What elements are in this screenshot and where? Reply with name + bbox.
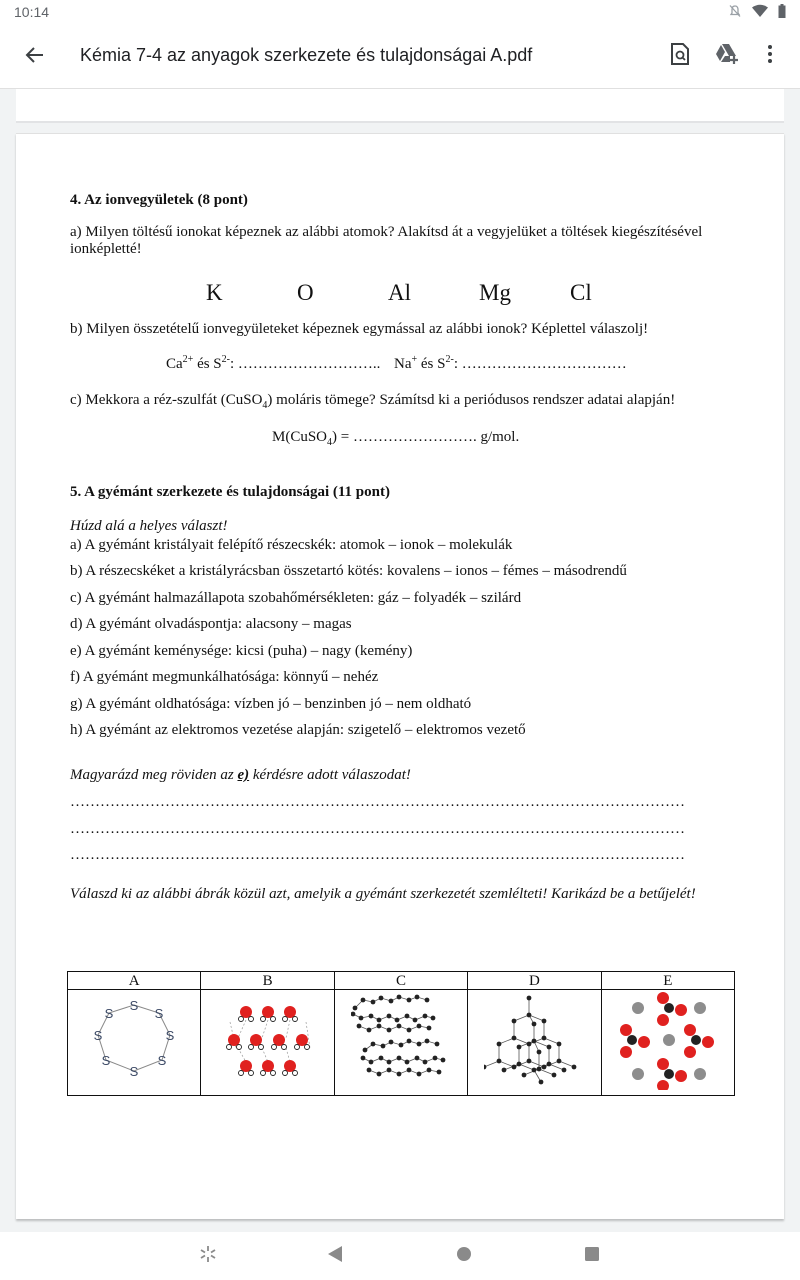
- question-4a-line1: a) Milyen töltésű ionokat képeznek az alábbi atomok? Alakítsd át a vegyjelüket a töltések kiegészítésével: [70, 224, 703, 240]
- pdf-viewer[interactable]: [0, 88, 800, 1232]
- question-5e: e) A gyémánt keménysége: kicsi (puha) – nagy (kemény): [70, 643, 413, 659]
- instruction-underline: Húzd alá a helyes választ!: [70, 518, 228, 534]
- more-options-button[interactable]: [756, 42, 784, 70]
- question-5h: h) A gyémánt az elektromos vezetése alapján: szigetelő – elektromos vezető: [70, 722, 526, 738]
- question-4b: b) Milyen összetételű ionvegyületeket képeznek egymással az alábbi ionok? Képlettel válaszolj!: [70, 321, 649, 337]
- arrow-back-icon: [25, 45, 45, 70]
- ion-pair-na-s: Na+ és $S^{2-}$: ……………………………: [394, 354, 627, 372]
- status-icons: [728, 4, 786, 23]
- element-Cl: Cl: [570, 280, 592, 305]
- figure-b-cell: [201, 990, 334, 1096]
- notifications-off-icon: [728, 4, 742, 23]
- answer-line-3[interactable]: ……………………………………………………………………………………………………………: [70, 847, 685, 863]
- element-O: O: [297, 280, 314, 305]
- molar-mass-formula: M(CuSO$_4$) = ……………………. g/mol.: [272, 429, 520, 448]
- battery-icon: [778, 4, 786, 23]
- svg-text:S: S: [93, 1028, 103, 1043]
- pdf-page: [16, 133, 784, 1219]
- find-in-document-button[interactable]: [666, 42, 694, 70]
- svg-text:S: S: [165, 1028, 175, 1043]
- back-button[interactable]: [20, 42, 50, 72]
- svg-text:S: S: [129, 1064, 139, 1079]
- structure-figures-table: [67, 971, 735, 1096]
- figure-label-d[interactable]: D: [468, 972, 601, 990]
- pdf-page-previous: [16, 89, 784, 123]
- back-nav-button[interactable]: [323, 1244, 347, 1268]
- question-5b: b) A részecskéket a kristályrácsban összetartó kötés: kovalens – ionos – fémes – másodrendű: [70, 563, 627, 579]
- figure-a-cell: [68, 990, 201, 1096]
- question-5f: f) A gyémánt megmunkálhatósága: könnyű – nehéz: [70, 669, 379, 685]
- figure-c-cell: [334, 990, 467, 1096]
- element-Mg: Mg: [479, 280, 511, 305]
- document-search-icon: [670, 43, 690, 70]
- svg-text:S: S: [154, 1006, 164, 1021]
- assistant-button[interactable]: [196, 1244, 220, 1268]
- home-button[interactable]: [452, 1244, 476, 1268]
- section5-heading: 5. A gyémánt szerkezete és tulajdonságai (11 pont): [70, 484, 390, 500]
- question-5g: g) A gyémánt oldhatósága: vízben jó – benzinben jó – nem oldható: [70, 696, 472, 712]
- diamond-lattice-icon: [484, 994, 584, 1086]
- add-to-drive-button[interactable]: [713, 42, 741, 70]
- answer-line-1[interactable]: ……………………………………………………………………………………………………………: [70, 794, 685, 810]
- ionic-crystal-icon: [618, 990, 718, 1090]
- sparkle-icon: [199, 1245, 217, 1268]
- circle-home-icon: [456, 1246, 472, 1267]
- svg-text:S: S: [157, 1053, 167, 1068]
- figure-label-a[interactable]: A: [68, 972, 201, 990]
- ion-pair-ca-s: $Ca^{2+}$ és $S^{2-}$: ………………………..: [166, 354, 381, 372]
- status-time: 10:14: [14, 4, 50, 20]
- svg-text:S: S: [101, 1053, 111, 1068]
- figure-label-e[interactable]: E: [601, 972, 734, 990]
- drive-add-icon: [715, 43, 739, 70]
- more-vert-icon: [767, 44, 773, 69]
- question-4a-line2: ionképletté!: [70, 241, 142, 257]
- question-5d: d) A gyémánt olvadáspontja: alacsony – magas: [70, 616, 352, 632]
- sulfur-ring-icon: [84, 995, 184, 1085]
- square-recents-icon: [584, 1246, 600, 1267]
- app-bar: [0, 24, 800, 88]
- question-4c: c) Mekkora a réz-szulfát (CuSO$_4$) moláris tömege? Számítsd ki a periódusos rendszer adatai alapján!: [70, 392, 676, 411]
- figure-e-cell: [601, 990, 734, 1096]
- wifi-icon: [752, 4, 768, 23]
- element-K: K: [206, 280, 223, 305]
- answer-line-2[interactable]: ……………………………………………………………………………………………………………: [70, 821, 685, 837]
- svg-text:S: S: [104, 1006, 114, 1021]
- element-Al: Al: [388, 280, 411, 305]
- question-5a: a) A gyémánt kristályait felépítő részecskék: atomok – ionok – molekulák: [70, 537, 513, 553]
- explain-prompt: Magyarázd meg röviden az e) kérdésre adott válaszodat!: [70, 767, 411, 783]
- document-title: Kémia 7-4 az anyagok szerkezete és tulajdonságai A.pdf: [80, 45, 533, 65]
- figure-label-c[interactable]: C: [334, 972, 467, 990]
- svg-text:S: S: [129, 998, 139, 1013]
- page-content: [16, 134, 784, 1219]
- graphite-layers-icon: [351, 994, 451, 1086]
- system-nav-bar: [0, 1232, 800, 1280]
- section4-heading: 4. Az ionvegyületek (8 pont): [70, 192, 248, 208]
- choose-figure-prompt: Válaszd ki az alábbi ábrák közül azt, amelyik a gyémánt szerkezetét szemlélteti! Karikázd be a betűjelét!: [70, 886, 696, 902]
- figure-label-b[interactable]: B: [201, 972, 334, 990]
- triangle-back-icon: [327, 1245, 343, 1268]
- figure-d-cell: [468, 990, 601, 1096]
- question-5c: c) A gyémánt halmazállapota szobahőmérsékleten: gáz – folyadék – szilárd: [70, 590, 522, 606]
- recents-button[interactable]: [580, 1244, 604, 1268]
- ice-lattice-icon: [218, 998, 318, 1082]
- status-bar: [0, 0, 800, 24]
